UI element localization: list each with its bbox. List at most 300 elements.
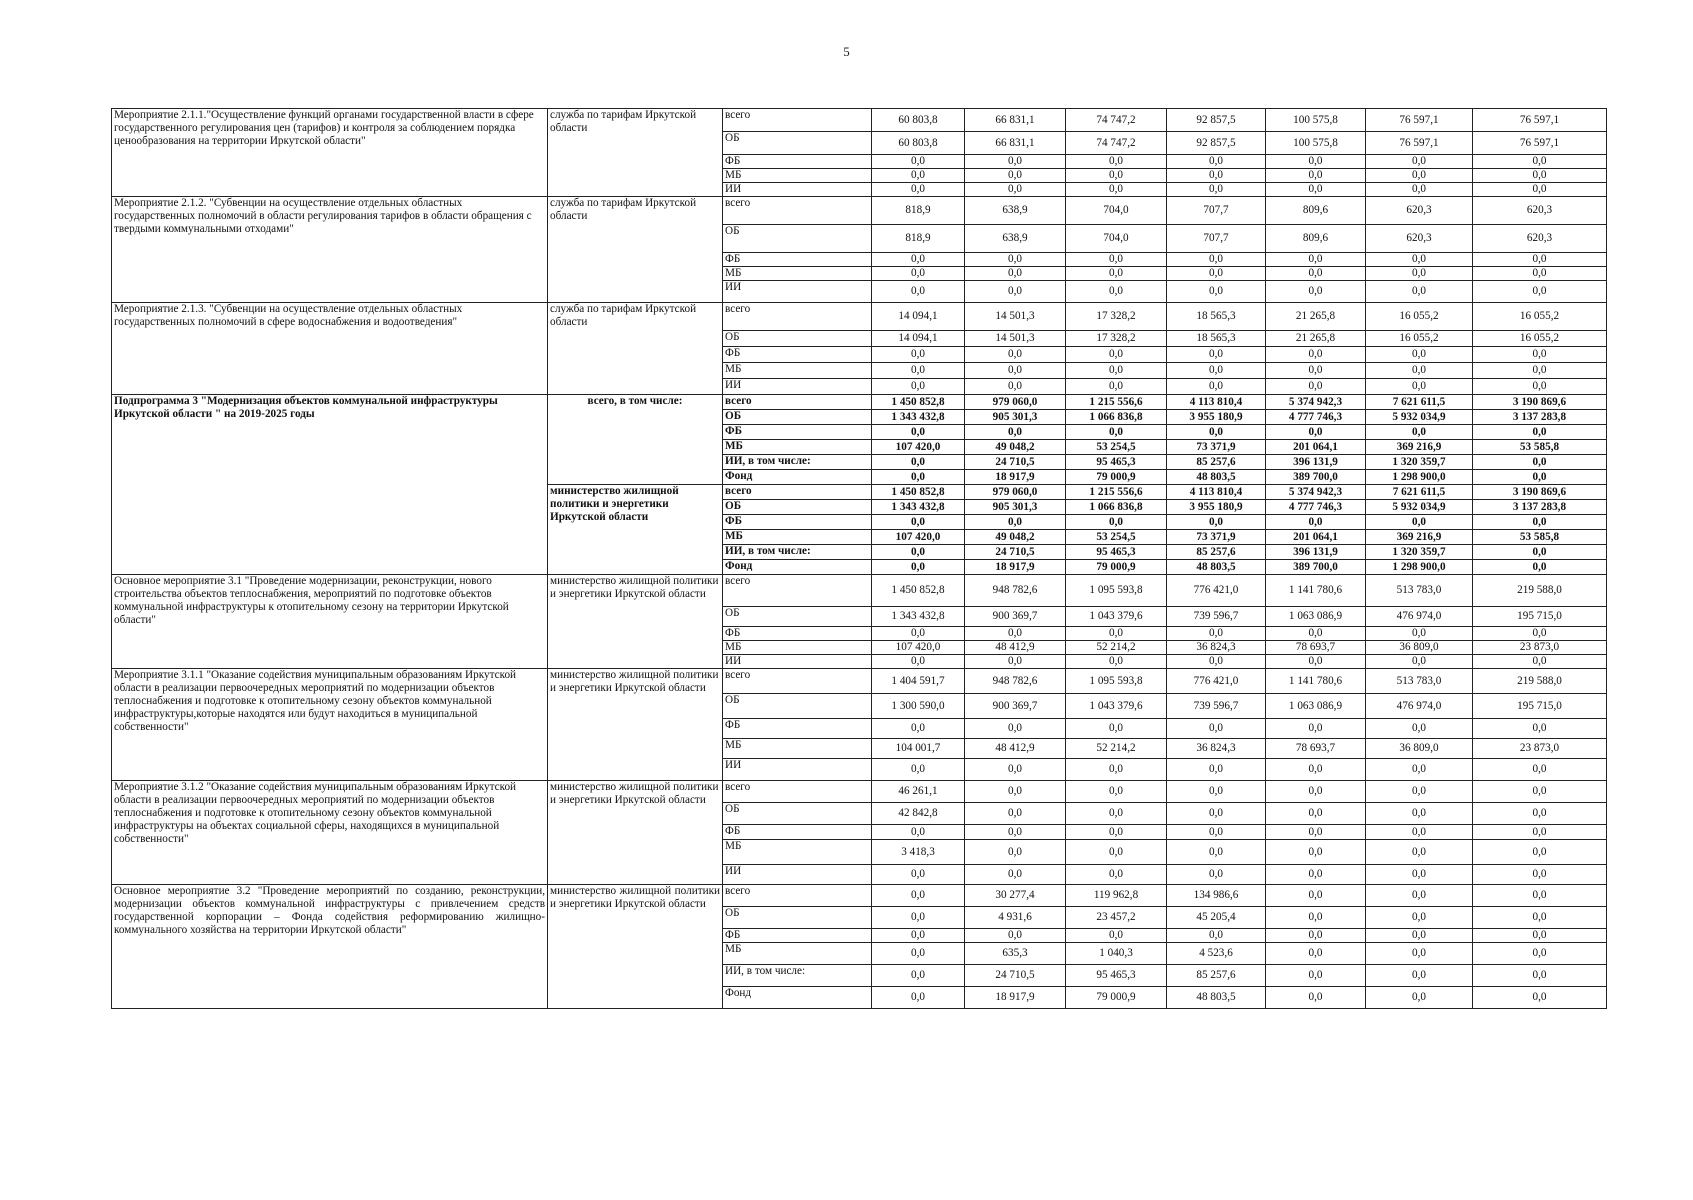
amount-cell: 0,0 xyxy=(872,379,965,395)
amount-cell: 73 371,9 xyxy=(1167,440,1266,455)
amount-cell: 620,3 xyxy=(1473,197,1607,225)
amount-cell: 100 575,8 xyxy=(1266,109,1366,132)
amount-cell: 0,0 xyxy=(872,865,965,885)
amount-cell: 0,0 xyxy=(1066,840,1167,865)
amount-cell: 0,0 xyxy=(872,943,965,965)
amount-cell: 0,0 xyxy=(1167,781,1266,803)
amount-cell: 0,0 xyxy=(1366,929,1473,943)
amount-cell: 0,0 xyxy=(1473,169,1607,183)
funding-source: МБ xyxy=(723,267,872,281)
amount-cell: 396 131,9 xyxy=(1266,545,1366,560)
funding-source: всего xyxy=(723,781,872,803)
amount-cell: 30 277,4 xyxy=(965,885,1066,907)
funding-source: ОБ xyxy=(723,500,872,515)
amount-cell: 900 369,7 xyxy=(965,607,1066,627)
amount-cell: 95 465,3 xyxy=(1066,545,1167,560)
amount-cell: 0,0 xyxy=(872,885,965,907)
amount-cell: 0,0 xyxy=(1066,363,1167,379)
amount-cell: 76 597,1 xyxy=(1473,109,1607,132)
amount-cell: 23 457,2 xyxy=(1066,907,1167,929)
amount-cell: 1 343 432,8 xyxy=(872,410,965,425)
amount-cell: 4 931,6 xyxy=(965,907,1066,929)
amount-cell: 36 824,3 xyxy=(1167,739,1266,759)
amount-cell: 0,0 xyxy=(1266,803,1366,825)
amount-cell: 1 450 852,8 xyxy=(872,485,965,500)
amount-cell: 107 420,0 xyxy=(872,440,965,455)
amount-cell: 0,0 xyxy=(965,627,1066,641)
amount-cell: 0,0 xyxy=(1066,155,1167,169)
amount-cell: 0,0 xyxy=(965,825,1066,840)
amount-cell: 219 588,0 xyxy=(1473,669,1607,694)
amount-cell: 0,0 xyxy=(1366,183,1473,197)
amount-cell: 0,0 xyxy=(965,803,1066,825)
amount-cell: 1 063 086,9 xyxy=(1266,694,1366,719)
amount-cell: 48 412,9 xyxy=(965,739,1066,759)
amount-cell: 809,6 xyxy=(1266,225,1366,253)
amount-cell: 85 257,6 xyxy=(1167,545,1266,560)
amount-cell: 201 064,1 xyxy=(1266,440,1366,455)
amount-cell: 0,0 xyxy=(1366,759,1473,781)
amount-cell: 0,0 xyxy=(872,253,965,267)
amount-cell: 979 060,0 xyxy=(965,395,1066,410)
amount-cell: 17 328,2 xyxy=(1066,303,1167,331)
amount-cell: 201 064,1 xyxy=(1266,530,1366,545)
amount-cell: 0,0 xyxy=(1167,865,1266,885)
amount-cell: 45 205,4 xyxy=(1167,907,1266,929)
amount-cell: 76 597,1 xyxy=(1366,109,1473,132)
amount-cell: 66 831,1 xyxy=(965,109,1066,132)
amount-cell: 16 055,2 xyxy=(1366,331,1473,347)
amount-cell: 1 141 780,6 xyxy=(1266,575,1366,607)
amount-cell: 1 215 556,6 xyxy=(1066,485,1167,500)
amount-cell: 3 955 180,9 xyxy=(1167,410,1266,425)
amount-cell: 0,0 xyxy=(1366,379,1473,395)
amount-cell: 0,0 xyxy=(1266,169,1366,183)
amount-cell: 0,0 xyxy=(1366,347,1473,363)
amount-cell: 5 374 942,3 xyxy=(1266,395,1366,410)
amount-cell: 0,0 xyxy=(1266,987,1366,1009)
amount-cell: 0,0 xyxy=(1167,425,1266,440)
amount-cell: 48 803,5 xyxy=(1167,470,1266,485)
amount-cell: 0,0 xyxy=(1266,183,1366,197)
amount-cell: 52 214,2 xyxy=(1066,641,1167,655)
amount-cell: 0,0 xyxy=(872,267,965,281)
amount-cell: 0,0 xyxy=(872,545,965,560)
amount-cell: 0,0 xyxy=(1066,759,1167,781)
responsible-executor: министерство жилищной политики и энергетики Иркутской области xyxy=(548,885,723,1009)
amount-cell: 0,0 xyxy=(1366,281,1473,303)
amount-cell: 0,0 xyxy=(1473,885,1607,907)
amount-cell: 0,0 xyxy=(1366,655,1473,669)
amount-cell: 704,0 xyxy=(1066,197,1167,225)
amount-cell: 948 782,6 xyxy=(965,669,1066,694)
amount-cell: 0,0 xyxy=(965,347,1066,363)
amount-cell: 0,0 xyxy=(1366,907,1473,929)
amount-cell: 638,9 xyxy=(965,225,1066,253)
funding-source: ОБ xyxy=(723,132,872,155)
funding-source: ИИ xyxy=(723,655,872,669)
funding-source: ФБ xyxy=(723,719,872,739)
responsible-executor: министерство жилищной политики и энергетики Иркутской области xyxy=(548,781,723,885)
funding-source: ОБ xyxy=(723,410,872,425)
amount-cell: 389 700,0 xyxy=(1266,470,1366,485)
amount-cell: 0,0 xyxy=(1473,943,1607,965)
amount-cell: 0,0 xyxy=(1266,825,1366,840)
amount-cell: 95 465,3 xyxy=(1066,965,1167,987)
amount-cell: 0,0 xyxy=(1473,781,1607,803)
amount-cell: 1 066 836,8 xyxy=(1066,500,1167,515)
funding-source: ОБ xyxy=(723,225,872,253)
amount-cell: 0,0 xyxy=(965,759,1066,781)
amount-cell: 0,0 xyxy=(1366,169,1473,183)
amount-cell: 369 216,9 xyxy=(1366,440,1473,455)
amount-cell: 3 418,3 xyxy=(872,840,965,865)
amount-cell: 0,0 xyxy=(1366,885,1473,907)
amount-cell: 0,0 xyxy=(1366,943,1473,965)
funding-source: МБ xyxy=(723,169,872,183)
amount-cell: 49 048,2 xyxy=(965,530,1066,545)
amount-cell: 5 374 942,3 xyxy=(1266,485,1366,500)
table-row xyxy=(112,575,1607,607)
amount-cell: 0,0 xyxy=(1266,781,1366,803)
amount-cell: 635,3 xyxy=(965,943,1066,965)
amount-cell: 1 343 432,8 xyxy=(872,607,965,627)
amount-cell: 0,0 xyxy=(1366,840,1473,865)
amount-cell: 0,0 xyxy=(1266,929,1366,943)
amount-cell: 4 777 746,3 xyxy=(1266,500,1366,515)
amount-cell: 0,0 xyxy=(1167,929,1266,943)
amount-cell: 0,0 xyxy=(1066,253,1167,267)
amount-cell: 0,0 xyxy=(1167,803,1266,825)
amount-cell: 53 585,8 xyxy=(1473,530,1607,545)
amount-cell: 0,0 xyxy=(1066,627,1167,641)
amount-cell: 14 094,1 xyxy=(872,331,965,347)
funding-source: ФБ xyxy=(723,627,872,641)
amount-cell: 36 809,0 xyxy=(1366,641,1473,655)
amount-cell: 0,0 xyxy=(1473,907,1607,929)
amount-cell: 0,0 xyxy=(1266,379,1366,395)
funding-source: ИИ xyxy=(723,281,872,303)
amount-cell: 48 412,9 xyxy=(965,641,1066,655)
amount-cell: 3 190 869,6 xyxy=(1473,395,1607,410)
amount-cell: 0,0 xyxy=(1473,627,1607,641)
amount-cell: 1 298 900,0 xyxy=(1366,470,1473,485)
amount-cell: 900 369,7 xyxy=(965,694,1066,719)
amount-cell: 46 261,1 xyxy=(872,781,965,803)
amount-cell: 0,0 xyxy=(1066,803,1167,825)
amount-cell: 18 565,3 xyxy=(1167,331,1266,347)
amount-cell: 52 214,2 xyxy=(1066,739,1167,759)
funding-source: ОБ xyxy=(723,803,872,825)
amount-cell: 24 710,5 xyxy=(965,455,1066,470)
amount-cell: 905 301,3 xyxy=(965,410,1066,425)
amount-cell: 0,0 xyxy=(965,929,1066,943)
amount-cell: 0,0 xyxy=(965,425,1066,440)
amount-cell: 0,0 xyxy=(1167,169,1266,183)
amount-cell: 0,0 xyxy=(1473,719,1607,739)
amount-cell: 0,0 xyxy=(1167,253,1266,267)
amount-cell: 0,0 xyxy=(1167,281,1266,303)
measure-description: Мероприятие 2.1.2. "Субвенции на осуществление отдельных областных государственных полномочий в области регулирования тарифов в области обращения с твердыми коммунальными отходами" xyxy=(112,197,548,303)
amount-cell: 0,0 xyxy=(1266,965,1366,987)
amount-cell: 0,0 xyxy=(872,183,965,197)
funding-source: ФБ xyxy=(723,155,872,169)
amount-cell: 0,0 xyxy=(872,363,965,379)
amount-cell: 0,0 xyxy=(1473,987,1607,1009)
amount-cell: 3 137 283,8 xyxy=(1473,500,1607,515)
amount-cell: 3 137 283,8 xyxy=(1473,410,1607,425)
amount-cell: 1 215 556,6 xyxy=(1066,395,1167,410)
funding-source: ОБ xyxy=(723,331,872,347)
amount-cell: 3 955 180,9 xyxy=(1167,500,1266,515)
amount-cell: 4 113 810,4 xyxy=(1167,395,1266,410)
amount-cell: 0,0 xyxy=(1366,987,1473,1009)
amount-cell: 1 450 852,8 xyxy=(872,575,965,607)
amount-cell: 0,0 xyxy=(1167,155,1266,169)
amount-cell: 476 974,0 xyxy=(1366,607,1473,627)
amount-cell: 4 777 746,3 xyxy=(1266,410,1366,425)
amount-cell: 707,7 xyxy=(1167,225,1266,253)
amount-cell: 0,0 xyxy=(965,515,1066,530)
amount-cell: 0,0 xyxy=(1066,825,1167,840)
amount-cell: 0,0 xyxy=(965,281,1066,303)
amount-cell: 18 917,9 xyxy=(965,987,1066,1009)
funding-source: всего xyxy=(723,885,872,907)
amount-cell: 18 565,3 xyxy=(1167,303,1266,331)
funding-source: всего xyxy=(723,395,872,410)
responsible-executor: служба по тарифам Иркутской области xyxy=(548,109,723,197)
responsible-executor: служба по тарифам Иркутской области xyxy=(548,303,723,395)
funding-source: ФБ xyxy=(723,253,872,267)
measure-description: Мероприятие 2.1.1."Осуществление функций органами государственной власти в сфере государственного регулирования цен (тарифов) и контроля за соблюдением порядка ценообразования на территории Иркутской области" xyxy=(112,109,548,197)
amount-cell: 0,0 xyxy=(965,719,1066,739)
amount-cell: 0,0 xyxy=(1473,545,1607,560)
amount-cell: 0,0 xyxy=(1473,803,1607,825)
funding-source: всего xyxy=(723,303,872,331)
amount-cell: 53 254,5 xyxy=(1066,530,1167,545)
amount-cell: 1 300 590,0 xyxy=(872,694,965,719)
amount-cell: 14 501,3 xyxy=(965,303,1066,331)
amount-cell: 979 060,0 xyxy=(965,485,1066,500)
amount-cell: 0,0 xyxy=(1473,455,1607,470)
amount-cell: 0,0 xyxy=(1366,965,1473,987)
amount-cell: 23 873,0 xyxy=(1473,739,1607,759)
measure-description: Основное мероприятие 3.2 "Проведение мероприятий по созданию, реконструкции, модернизации объектов коммунальной инфраструктуры с привлечением средств государственной корпорации – Фонда содействия реформированию жилищно-коммунального хозяйства на территории Иркутской области" xyxy=(112,885,548,1009)
amount-cell: 0,0 xyxy=(872,515,965,530)
amount-cell: 53 585,8 xyxy=(1473,440,1607,455)
amount-cell: 0,0 xyxy=(872,425,965,440)
amount-cell: 0,0 xyxy=(1473,655,1607,669)
amount-cell: 0,0 xyxy=(1266,865,1366,885)
page-number: 5 xyxy=(843,44,850,59)
amount-cell: 0,0 xyxy=(1366,627,1473,641)
amount-cell: 948 782,6 xyxy=(965,575,1066,607)
amount-cell: 0,0 xyxy=(965,253,1066,267)
amount-cell: 24 710,5 xyxy=(965,545,1066,560)
responsible-executor: всего, в том числе: xyxy=(548,395,723,485)
amount-cell: 0,0 xyxy=(1266,627,1366,641)
funding-source: всего xyxy=(723,109,872,132)
funding-source: Фонд xyxy=(723,470,872,485)
amount-cell: 0,0 xyxy=(1266,840,1366,865)
amount-cell: 0,0 xyxy=(1473,759,1607,781)
amount-cell: 104 001,7 xyxy=(872,739,965,759)
amount-cell: 1 095 593,8 xyxy=(1066,575,1167,607)
amount-cell: 48 803,5 xyxy=(1167,987,1266,1009)
amount-cell: 0,0 xyxy=(1167,719,1266,739)
amount-cell: 36 824,3 xyxy=(1167,641,1266,655)
funding-source: МБ xyxy=(723,739,872,759)
amount-cell: 0,0 xyxy=(1473,183,1607,197)
measure-description: Подпрограмма 3 "Модернизация объектов коммунальной инфраструктуры Иркутской области " на 2019-2025 годы xyxy=(112,395,548,575)
amount-cell: 0,0 xyxy=(1066,379,1167,395)
amount-cell: 1 095 593,8 xyxy=(1066,669,1167,694)
amount-cell: 92 857,5 xyxy=(1167,132,1266,155)
amount-cell: 0,0 xyxy=(965,840,1066,865)
amount-cell: 0,0 xyxy=(1167,347,1266,363)
amount-cell: 0,0 xyxy=(872,655,965,669)
amount-cell: 79 000,9 xyxy=(1066,470,1167,485)
measure-description: Основное мероприятие 3.1 "Проведение модернизации, реконструкции, нового строительства объектов теплоснабжения, мероприятий по подготовке объектов коммунальной инфраструктуры к отопительному сезону на территории Иркутской области" xyxy=(112,575,548,669)
amount-cell: 0,0 xyxy=(1066,425,1167,440)
amount-cell: 0,0 xyxy=(1066,515,1167,530)
amount-cell: 0,0 xyxy=(1066,781,1167,803)
amount-cell: 5 932 034,9 xyxy=(1366,410,1473,425)
amount-cell: 76 597,1 xyxy=(1473,132,1607,155)
amount-cell: 0,0 xyxy=(965,169,1066,183)
amount-cell: 0,0 xyxy=(1266,363,1366,379)
amount-cell: 0,0 xyxy=(1473,965,1607,987)
amount-cell: 476 974,0 xyxy=(1366,694,1473,719)
amount-cell: 5 932 034,9 xyxy=(1366,500,1473,515)
amount-cell: 0,0 xyxy=(1266,907,1366,929)
amount-cell: 100 575,8 xyxy=(1266,132,1366,155)
amount-cell: 0,0 xyxy=(1473,155,1607,169)
amount-cell: 0,0 xyxy=(1167,379,1266,395)
funding-source: ФБ xyxy=(723,347,872,363)
amount-cell: 739 596,7 xyxy=(1167,607,1266,627)
amount-cell: 707,7 xyxy=(1167,197,1266,225)
amount-cell: 0,0 xyxy=(1366,515,1473,530)
amount-cell: 0,0 xyxy=(1366,363,1473,379)
measure-description: Мероприятие 3.1.1 "Оказание содействия муниципальным образованиям Иркутской области в реализации первоочередных мероприятий по модернизации объектов теплоснабжения и подготовке к отопительному сезону объектов коммунальной инфраструктуры,которые находятся или будут находиться в муниципальной собственности" xyxy=(112,669,548,781)
amount-cell: 17 328,2 xyxy=(1066,331,1167,347)
amount-cell: 79 000,9 xyxy=(1066,560,1167,575)
table-row xyxy=(112,109,1607,132)
funding-source: ФБ xyxy=(723,425,872,440)
funding-source: МБ xyxy=(723,530,872,545)
amount-cell: 0,0 xyxy=(1473,267,1607,281)
amount-cell: 60 803,8 xyxy=(872,109,965,132)
amount-cell: 16 055,2 xyxy=(1473,303,1607,331)
amount-cell: 0,0 xyxy=(1167,840,1266,865)
amount-cell: 776 421,0 xyxy=(1167,669,1266,694)
funding-source: ОБ xyxy=(723,694,872,719)
amount-cell: 3 190 869,6 xyxy=(1473,485,1607,500)
amount-cell: 704,0 xyxy=(1066,225,1167,253)
amount-cell: 0,0 xyxy=(1167,825,1266,840)
amount-cell: 0,0 xyxy=(1266,425,1366,440)
amount-cell: 0,0 xyxy=(1266,515,1366,530)
amount-cell: 620,3 xyxy=(1366,225,1473,253)
funding-source: ИИ xyxy=(723,183,872,197)
amount-cell: 0,0 xyxy=(965,865,1066,885)
amount-cell: 0,0 xyxy=(1473,363,1607,379)
responsible-executor: служба по тарифам Иркутской области xyxy=(548,197,723,303)
funding-source: всего xyxy=(723,485,872,500)
amount-cell: 0,0 xyxy=(1473,560,1607,575)
amount-cell: 0,0 xyxy=(872,347,965,363)
amount-cell: 24 710,5 xyxy=(965,965,1066,987)
amount-cell: 818,9 xyxy=(872,225,965,253)
amount-cell: 0,0 xyxy=(872,455,965,470)
amount-cell: 1 141 780,6 xyxy=(1266,669,1366,694)
amount-cell: 0,0 xyxy=(1473,840,1607,865)
amount-cell: 0,0 xyxy=(1473,929,1607,943)
amount-cell: 1 040,3 xyxy=(1066,943,1167,965)
funding-source: ИИ, в том числе: xyxy=(723,965,872,987)
amount-cell: 0,0 xyxy=(1473,347,1607,363)
amount-cell: 620,3 xyxy=(1473,225,1607,253)
amount-cell: 78 693,7 xyxy=(1266,641,1366,655)
table-row xyxy=(112,197,1607,225)
amount-cell: 0,0 xyxy=(1066,865,1167,885)
amount-cell: 60 803,8 xyxy=(872,132,965,155)
amount-cell: 0,0 xyxy=(1473,379,1607,395)
funding-source: всего xyxy=(723,669,872,694)
amount-cell: 0,0 xyxy=(872,929,965,943)
amount-cell: 0,0 xyxy=(1066,281,1167,303)
amount-cell: 36 809,0 xyxy=(1366,739,1473,759)
amount-cell: 0,0 xyxy=(1266,347,1366,363)
amount-cell: 1 298 900,0 xyxy=(1366,560,1473,575)
amount-cell: 16 055,2 xyxy=(1366,303,1473,331)
amount-cell: 0,0 xyxy=(1266,155,1366,169)
funding-source: МБ xyxy=(723,641,872,655)
amount-cell: 0,0 xyxy=(1266,253,1366,267)
amount-cell: 21 265,8 xyxy=(1266,303,1366,331)
amount-cell: 0,0 xyxy=(1066,183,1167,197)
amount-cell: 134 986,6 xyxy=(1167,885,1266,907)
amount-cell: 0,0 xyxy=(1167,627,1266,641)
amount-cell: 107 420,0 xyxy=(872,641,965,655)
amount-cell: 85 257,6 xyxy=(1167,965,1266,987)
amount-cell: 53 254,5 xyxy=(1066,440,1167,455)
amount-cell: 195 715,0 xyxy=(1473,694,1607,719)
responsible-executor: министерство жилищной политики и энергетики Иркутской области xyxy=(548,669,723,781)
amount-cell: 1 320 359,7 xyxy=(1366,545,1473,560)
amount-cell: 0,0 xyxy=(872,155,965,169)
amount-cell: 16 055,2 xyxy=(1473,331,1607,347)
table-body xyxy=(112,109,1607,1009)
amount-cell: 905 301,3 xyxy=(965,500,1066,515)
amount-cell: 0,0 xyxy=(1266,719,1366,739)
amount-cell: 0,0 xyxy=(1366,865,1473,885)
amount-cell: 389 700,0 xyxy=(1266,560,1366,575)
amount-cell: 620,3 xyxy=(1366,197,1473,225)
amount-cell: 0,0 xyxy=(872,825,965,840)
amount-cell: 0,0 xyxy=(1366,719,1473,739)
amount-cell: 0,0 xyxy=(872,965,965,987)
amount-cell: 1 404 591,7 xyxy=(872,669,965,694)
amount-cell: 0,0 xyxy=(872,281,965,303)
amount-cell: 0,0 xyxy=(1366,155,1473,169)
amount-cell: 219 588,0 xyxy=(1473,575,1607,607)
amount-cell: 0,0 xyxy=(965,379,1066,395)
amount-cell: 74 747,2 xyxy=(1066,132,1167,155)
amount-cell: 513 783,0 xyxy=(1366,669,1473,694)
amount-cell: 18 917,9 xyxy=(965,560,1066,575)
